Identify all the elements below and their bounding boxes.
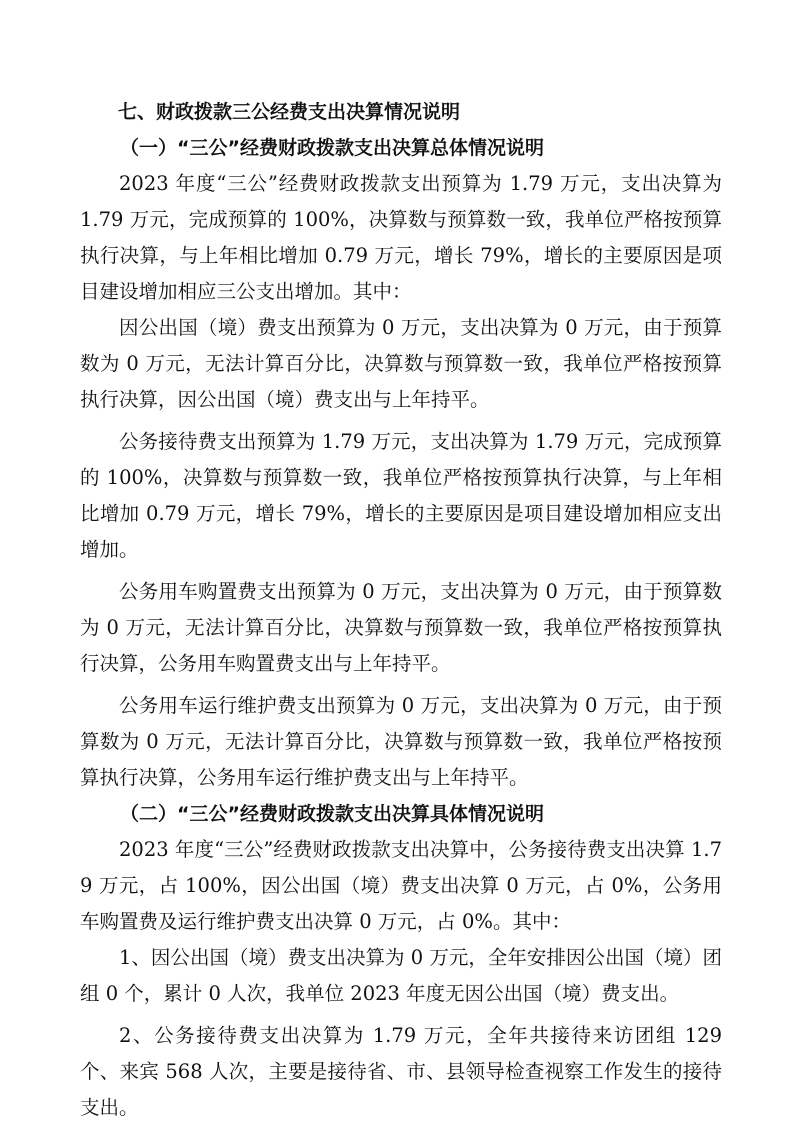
- section-heading: 七、财政拨款三公经费支出决算情况说明: [118, 101, 461, 123]
- subsection-heading-detail: （二）“三公”经费财政拨款支出决算具体情况说明: [120, 803, 544, 825]
- paragraph-official-reception: 公务接待费支出预算为 1.79 万元，支出决算为 1.79 万元，完成预算的 100%，决算数与预算数一致，我单位严格按预算执行决算，与上年相比增加 0.79 万元，增长 79%，增长的主要原因是项目建设增加相应支出增加。: [80, 430, 722, 561]
- paragraph-detail-summary: 2023 年度“三公”经费财政拨款支出决算中，公务接待费支出决算 1.79 万元，占 100%，因公出国（境）费支出决算 0 万元，占 0%，公务用车购置费及运行维护费支出决算 0 万元，占 0%。其中：: [80, 838, 722, 933]
- paragraph-vehicle-purchase: 公务用车购置费支出预算为 0 万元，支出决算为 0 万元，由于预算数为 0 万元，无法计算百分比，决算数与预算数一致，我单位严格按预算执行决算，公务用车购置费支出与上年持平。: [80, 580, 722, 675]
- paragraph-detail-reception: 2、公务接待费支出决算为 1.79 万元，全年共接待来访团组 129 个、来宾 568 人次，主要是接待省、市、县领导检查视察工作发生的接待支出。: [80, 1024, 722, 1119]
- document-body: [80, 94, 722, 1126]
- paragraph-overseas-travel: 因公出国（境）费支出预算为 0 万元，支出决算为 0 万元，由于预算数为 0 万元，无法计算百分比，决算数与预算数一致，我单位严格按预算执行决算，因公出国（境）费支出与上年持平。: [80, 316, 722, 411]
- paragraph-detail-overseas: 1、因公出国（境）费支出决算为 0 万元，全年安排因公出国（境）团组 0 个，累计 0 人次，我单位 2023 年度无因公出国（境）费支出。: [80, 946, 722, 1005]
- subsection-heading-overall: （一）“三公”经费财政拨款支出决算总体情况说明: [120, 137, 544, 159]
- paragraph-overall-summary: 2023 年度“三公”经费财政拨款支出预算为 1.79 万元，支出决算为 1.79 万元，完成预算的 100%，决算数与预算数一致，我单位严格按预算执行决算，与上年相比增加 0.79 万元，增长 79%，增长的主要原因是项目建设增加相应三公支出增加。其中：: [80, 172, 722, 303]
- paragraph-vehicle-maintenance: 公务用车运行维护费支出预算为 0 万元，支出决算为 0 万元，由于预算数为 0 万元，无法计算百分比，决算数与预算数一致，我单位严格按预算执行决算，公务用车运行维护费支出与上年持平。: [80, 694, 722, 789]
